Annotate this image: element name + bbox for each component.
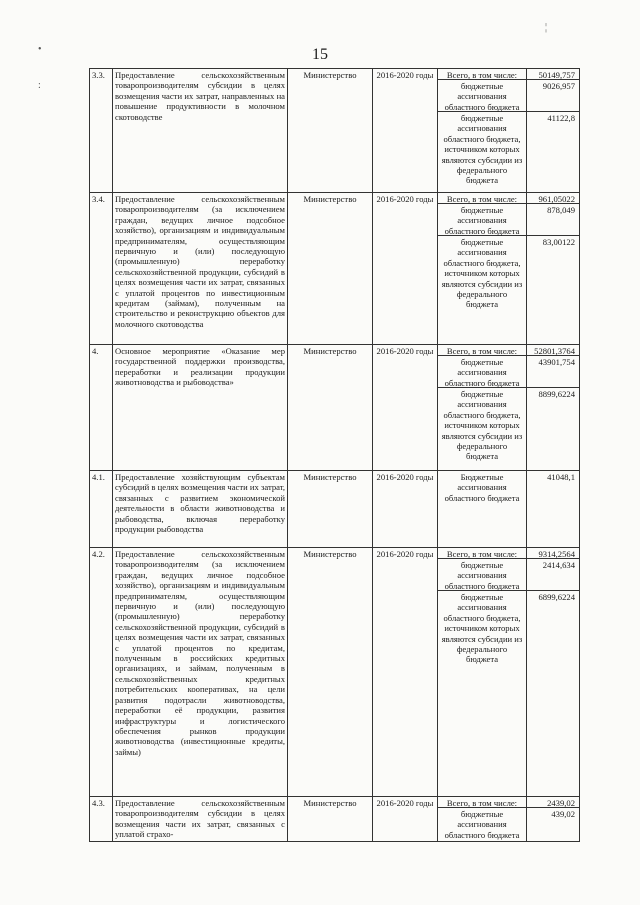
amount-value: 50149,757: [527, 69, 579, 80]
funding-amounts: [527, 471, 580, 548]
source-label: Всего, в том числе:: [438, 548, 526, 559]
row-number: 4.2.: [90, 548, 113, 797]
source-label: бюджетные ассигнования областного бюджета: [438, 204, 526, 236]
source-label: бюджетные ассигнования областного бюджета, источником которых являются субсидии из федерального бюджета: [441, 389, 523, 462]
measure-description: Предоставление сельскохозяйственным товаропроизводителям субсидии в целях возмещения части их затрат, направленных на повышение продуктивности в молочном скотоводстве: [113, 69, 288, 193]
funding-amounts: [527, 69, 580, 193]
executor: Министерство: [288, 69, 373, 193]
scan-mark: :: [38, 80, 41, 91]
funding-sources: [438, 193, 527, 345]
source-label: бюджетные ассигнования областного бюджета: [444, 809, 520, 840]
table-row: [90, 345, 580, 471]
amount-value: 439,02: [551, 809, 575, 819]
executor: Министерство: [288, 193, 373, 345]
amount-value: 41048,1: [547, 472, 575, 482]
amount-value: 43901,754: [527, 356, 579, 388]
funding-amounts: [527, 797, 580, 842]
source-label: Всего, в том числе:: [438, 345, 526, 356]
measure-description: Основное мероприятие «Оказание мер государственной поддержки производства, переработки и реализации продукции животноводства и рыбоводства»: [113, 345, 288, 471]
period: 2016-2020 годы: [373, 193, 438, 345]
funding-amounts: [527, 345, 580, 471]
program-measures-table: [89, 68, 580, 842]
period: 2016-2020 годы: [373, 345, 438, 471]
source-label: Всего, в том числе:: [438, 69, 526, 80]
period: 2016-2020 годы: [373, 797, 438, 842]
table-row: [90, 193, 580, 345]
scan-mark: ¦: [545, 22, 548, 33]
row-number: 4.1.: [90, 471, 113, 548]
funding-sources: [438, 548, 527, 797]
row-number: 4.: [90, 345, 113, 471]
source-label: бюджетные ассигнования областного бюджета: [438, 80, 526, 112]
executor: Министерство: [288, 797, 373, 842]
source-label: бюджетные ассигнования областного бюджета: [438, 356, 526, 388]
source-label: Всего, в том числе:: [438, 193, 526, 204]
row-number: 3.3.: [90, 69, 113, 193]
amount-value: 878,049: [527, 204, 579, 236]
scan-mark: •: [38, 44, 42, 55]
source-label: бюджетные ассигнования областного бюджета, источником которых являются субсидии из федерального бюджета: [441, 237, 523, 310]
executor: Министерство: [288, 548, 373, 797]
measure-description: Предоставление хозяйствующим субъектам субсидий в целях возмещения части их затрат, связанных с развитием экономической деятельности в области животноводства и рыбоводства, включая переработку продукции рыбоводства: [113, 471, 288, 548]
source-label: бюджетные ассигнования областного бюджета, источником которых являются субсидии из федерального бюджета: [441, 592, 523, 665]
table-row: [90, 471, 580, 548]
funding-sources: [438, 797, 527, 842]
source-label: Бюджетные ассигнования областного бюджета: [444, 472, 520, 503]
row-number: 4.3.: [90, 797, 113, 842]
measure-description: Предоставление сельскохозяйственным товаропроизводителям (за исключением граждан, ведущих личное подсобное хозяйство), организациям и индивидуальным предпринимателям, осуществляющим первичную и (или) последующую (промышленную) переработку сельскохозяйственной продукции, субсидий в целях возмещения части их затрат, связанных с уплатой процентов по инвестиционным кредитам (займам), полученным на строительство и реконструкцию объектов для молочного скотоводства: [113, 193, 288, 345]
source-label: Всего, в том числе:: [438, 797, 526, 808]
amount-value: 6899,6224: [538, 592, 575, 602]
funding-sources: [438, 69, 527, 193]
funding-sources: [438, 471, 527, 548]
amount-value: 2414,634: [527, 559, 579, 591]
amount-value: 41122,8: [547, 113, 575, 123]
amount-value: 52801,3764: [527, 345, 579, 356]
table-row: [90, 548, 580, 797]
funding-amounts: [527, 548, 580, 797]
funding-amounts: [527, 193, 580, 345]
measure-description: Предоставление сельскохозяйственным товаропроизводителям (за исключением граждан, ведущих личное подсобное хозяйство), организациям и индивидуальным предпринимателям, осуществляющим первичную и (или) последующую (промышленную) переработку сельскохозяйственной продукции, субсидий в целях возмещения части их затрат, связанных с уплатой процентов по кредитам, полученным в российских кредитных организациях, и займам, полученным в сельскохозяйственных кредитных потребительских кооперативах, на цели развития подотрасли животноводства, переработки её продукции, развития инфраструктуры и логистического обеспечения рынков продукции животноводства (инвестиционные кредиты, займы): [113, 548, 288, 797]
page-number: 15: [312, 46, 328, 63]
executor: Министерство: [288, 471, 373, 548]
period: 2016-2020 годы: [373, 471, 438, 548]
funding-sources: [438, 345, 527, 471]
amount-value: 8899,6224: [538, 389, 575, 399]
amount-value: 9026,957: [527, 80, 579, 112]
executor: Министерство: [288, 345, 373, 471]
amount-value: 961,05022: [527, 193, 579, 204]
source-label: бюджетные ассигнования областного бюджета, источником которых являются субсидии из федерального бюджета: [441, 113, 523, 186]
amount-value: 2439,02: [527, 797, 579, 808]
source-label: бюджетные ассигнования областного бюджета: [438, 559, 526, 591]
amount-value: 9314,2564: [527, 548, 579, 559]
period: 2016-2020 годы: [373, 69, 438, 193]
row-number: 3.4.: [90, 193, 113, 345]
period: 2016-2020 годы: [373, 548, 438, 797]
table-row: [90, 69, 580, 193]
table-row: [90, 797, 580, 842]
amount-value: 83,00122: [542, 237, 575, 247]
measure-description: Предоставление сельскохозяйственным товаропроизводителям субсидии в целях возмещения части их затрат, связанных с уплатой страхо-: [113, 797, 288, 842]
